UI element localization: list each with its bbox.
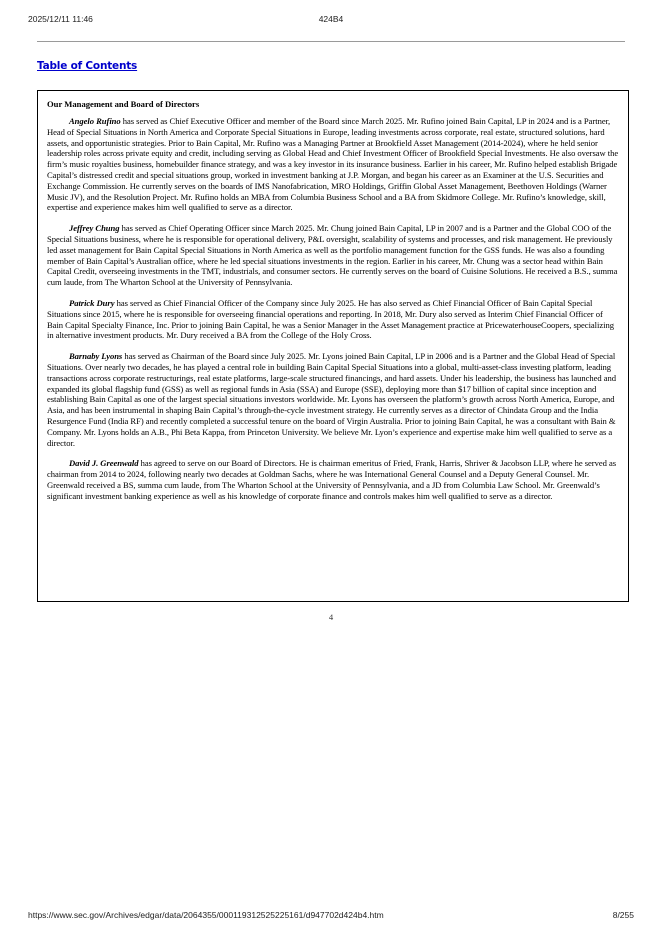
bio-text: has served as Chief Executive Officer and member of the Board since March 2025. Mr. Rufino joined Bain Capital, LP in 2024 and is a Partner, Head of Special Situations in North America and Corporate Special Situations in Europe, leading investments across corporate, real estate, structured solutions, hard assets, and opportunistic strategies. Prior to Bain Capital, Mr. Rufino was a Managing Partner at Brookfield Asset Management (2014-2024), where he held senior leadership roles across private equity and credit, including serving as Global Head and Chief Investment Officer of Brookfield Special Investments. He also oversaw the firm’s music royalties business, homebuilder finance strategy, and was a key investor in its insurance business. Earlier in his career, Mr. Rufino helped establish Brigade Capital’s distressed credit and special situations group, worked in investment banking at J.P. Morgan, and began his career as an Examiner at the U.S. Securities and Exchange Commission. He currently serves on the boards of IMS Nanofabrication, MRO Holdings, Griffin Global Asset Management, Beethoven Holdings (Warner Music JV), and the Resolution Project. Mr. Rufino holds an MBA from Columbia Business School and a BA from Skidmore College. Mr. Rufino’s knowledge, skill, expertise and experience makes him well qualified to serve as a director.	[47, 116, 619, 213]
bio-paragraph	[47, 223, 620, 288]
bio-text: has served as Chief Operating Officer since March 2025. Mr. Chung joined Bain Capital, LP in 2007 and is a Partner and the Global COO of the Special Situations business, where he is responsible for operational delivery, P&L oversight, scalability of systems and processes, and risk management. He previously led asset management for Bain Capital Special Situations in North America as well as the portfolio management function for the GSS funds. He was also a founding member of Bain Capital’s Australian office, where he led special situations investments in the region. Earlier in his career, Mr. Chung was a sector head within Bain Capital Credit, overseeing investments in the TMT, industrials, and consumer sectors. He currently serves on the board of Cuisine Solutions. He received a B.S., summa cum laude, from The Wharton School at the University of Pennsylvania.	[47, 223, 618, 288]
bio-text: has served as Chief Financial Officer of the Company since July 2025. He has also served as Chief Financial Officer of Bain Capital Special Situations since 2015, where he is responsible for overseeing financial operations and reporting. In 2018, Mr. Dury also served as Interim Chief Financial Officer of Bain Capital Specialty Finance, Inc. Prior to joining Bain Capital, he was a Senior Manager in the Asset Management practice at PricewaterhouseCoopers, specializing in alternative investment products. Mr. Dury received a BA from the College of the Holy Cross.	[47, 297, 614, 341]
horizontal-rule	[37, 41, 625, 42]
bio-name: Barnaby Lyons	[69, 351, 123, 362]
management-section	[37, 90, 629, 602]
bio-name: Angelo Rufino	[69, 116, 121, 126]
bio-name: David J. Greenwald	[69, 458, 139, 469]
bio-paragraph	[47, 458, 620, 501]
bio-paragraph	[47, 116, 620, 213]
bio-paragraph	[47, 298, 620, 341]
print-url: https://www.sec.gov/Archives/edgar/data/2064355/000119312525225161/d947702d424b4.htm	[28, 910, 384, 920]
bio-text: has agreed to serve on our Board of Directors. He is chairman emeritus of Fried, Frank, Harris, Shriver & Jacobson LLP, where he served as chairman from 2014 to 2024, following nearly two decades at Goldman Sachs, where he was International General Counsel and a Deputy General Counsel. Mr. Greenwald received a BS, summa cum laude, from The Wharton School at the University of Pennsylvania, and a JD from Columbia Law School. Mr. Greenwald’s significant investment banking experience as well as his knowledge of corporate finance and controls makes him well qualified to serve as a director.	[47, 458, 617, 501]
page-number: 4	[328, 612, 334, 622]
bio-name: Patrick Dury	[69, 297, 115, 308]
bio-name: Jeffrey Chung	[69, 223, 120, 234]
section-heading: Our Management and Board of Directors	[47, 99, 200, 109]
print-page-count: 8/255	[612, 910, 634, 920]
print-datetime: 2025/12/11 11:46	[28, 14, 93, 24]
table-of-contents-link[interactable]: Table of Contents	[37, 60, 138, 72]
print-header	[0, 14, 662, 28]
print-title: 424B4	[318, 14, 344, 24]
bio-paragraph	[47, 351, 620, 448]
bio-text: has served as Chairman of the Board since July 2025. Mr. Lyons joined Bain Capital, LP in 2006 and is a Partner and the Global Head of Special Situations. Over nearly two decades, he has played a central role in building Bain Capital Special Situations into a global, multi-asset-class investing platform, leading transactions across corporate restructurings, real estate platforms, large-scale structured financings, and hard assets. Under his leadership, the business has launched and expanded its global flagship fund (GSS) as well as regional funds in Asia (SSA) and Europe (SSE), deploying more than $17 billion of capital since inception and establishing Bain Capital as one of the largest special situations investors worldwide. Mr. Lyons has overseen the platform’s growth across North America, Europe, and Asia, and has been instrumental in shaping Bain Capital’s through-the-cycle investment strategy. He currently serves as a director of Chindata Group and the India Resurgence Fund (India RF) and recently completed a successful tenure on the board of Virgin Australia. Prior to joining Bain Capital, he was a consultant with Bain & Company. Mr. Lyons holds an A.B., Phi Beta Kappa, from Princeton University. We believe Mr. Lyon’s experience and expertise make him well qualified to serve as a director.	[47, 351, 616, 448]
